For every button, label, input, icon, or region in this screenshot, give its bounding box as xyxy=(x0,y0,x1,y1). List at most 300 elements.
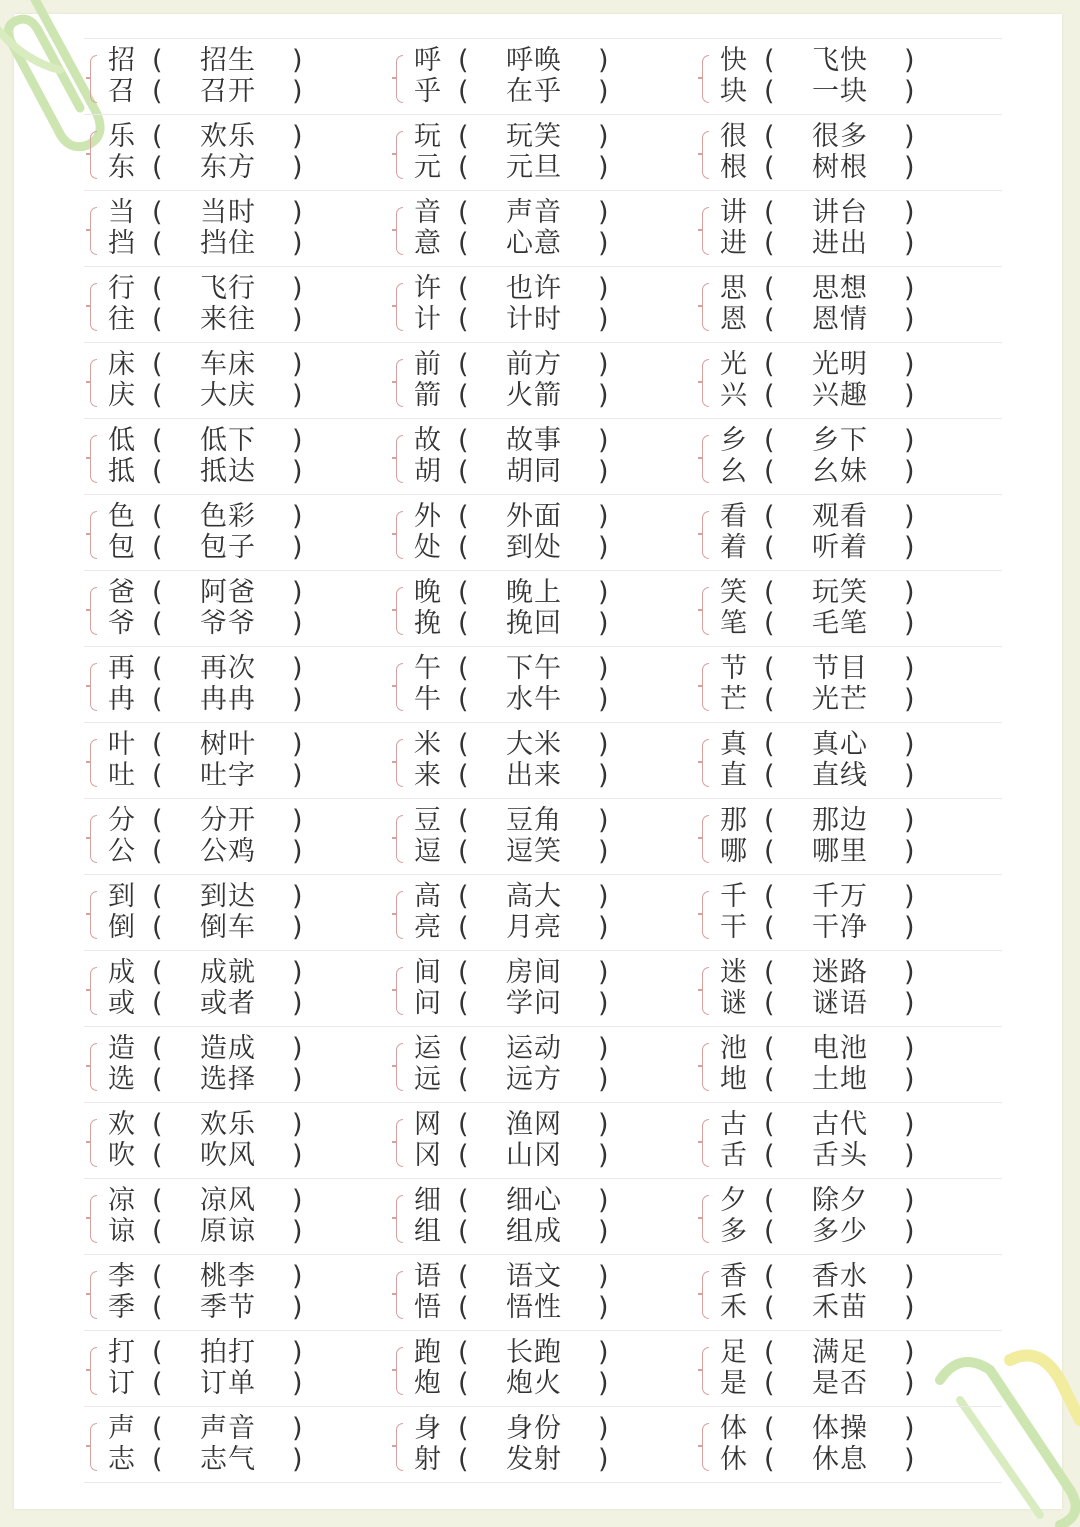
word-answer: 包子 xyxy=(200,532,256,563)
close-paren: ) xyxy=(904,608,915,639)
open-paren: ( xyxy=(152,1261,163,1292)
character: 射 xyxy=(414,1444,441,1475)
open-paren: ( xyxy=(152,1185,163,1216)
word-answer: 分开 xyxy=(200,805,256,836)
character: 舌 xyxy=(720,1140,747,1171)
word-answer: 谜语 xyxy=(812,988,868,1019)
character: 成 xyxy=(108,957,135,988)
close-paren: ) xyxy=(292,1185,303,1216)
open-paren: ( xyxy=(152,45,163,76)
word-answer: 爷爷 xyxy=(200,608,256,639)
open-paren: ( xyxy=(764,836,775,867)
open-paren: ( xyxy=(764,912,775,943)
open-paren: ( xyxy=(152,76,163,107)
close-paren: ) xyxy=(904,1368,915,1399)
char-pair-group xyxy=(390,1407,690,1482)
character: 语 xyxy=(414,1261,441,1292)
character: 很 xyxy=(720,121,747,152)
word-answer: 房间 xyxy=(506,957,562,988)
character: 谜 xyxy=(720,988,747,1019)
character: 哪 xyxy=(720,836,747,867)
word-answer: 逗笑 xyxy=(506,836,562,867)
pair-line xyxy=(390,273,630,304)
close-paren: ) xyxy=(904,1109,915,1140)
close-paren: ) xyxy=(598,805,609,836)
char-pair-group xyxy=(84,571,384,646)
pair-line xyxy=(84,1261,324,1292)
open-paren: ( xyxy=(458,197,469,228)
word-answer: 飞行 xyxy=(200,273,256,304)
word-answer: 进出 xyxy=(812,228,868,259)
word-answer: 欢乐 xyxy=(200,121,256,152)
open-paren: ( xyxy=(764,1261,775,1292)
open-paren: ( xyxy=(458,1064,469,1095)
word-answer: 土地 xyxy=(812,1064,868,1095)
pair-line xyxy=(84,1064,324,1095)
char-pair-group xyxy=(696,115,996,190)
character: 远 xyxy=(414,1064,441,1095)
char-pair-group xyxy=(696,723,996,798)
word-answer: 玩笑 xyxy=(812,577,868,608)
pair-line xyxy=(696,501,936,532)
close-paren: ) xyxy=(904,1413,915,1444)
close-paren: ) xyxy=(904,1033,915,1064)
pair-line xyxy=(84,1368,324,1399)
close-paren: ) xyxy=(292,988,303,1019)
close-paren: ) xyxy=(598,1444,609,1475)
word-pair-grid xyxy=(84,38,1002,1483)
open-paren: ( xyxy=(152,228,163,259)
close-paren: ) xyxy=(598,380,609,411)
open-paren: ( xyxy=(764,349,775,380)
pair-line xyxy=(84,912,324,943)
char-pair-group xyxy=(84,1407,384,1482)
char-pair-group xyxy=(696,343,996,418)
pair-line xyxy=(390,425,630,456)
close-paren: ) xyxy=(904,152,915,183)
close-paren: ) xyxy=(292,152,303,183)
open-paren: ( xyxy=(764,76,775,107)
pair-line xyxy=(84,608,324,639)
word-answer: 东方 xyxy=(200,152,256,183)
open-paren: ( xyxy=(152,653,163,684)
close-paren: ) xyxy=(904,653,915,684)
word-answer: 玩笑 xyxy=(506,121,562,152)
character: 低 xyxy=(108,425,135,456)
word-answer: 火箭 xyxy=(506,380,562,411)
open-paren: ( xyxy=(152,881,163,912)
pair-line xyxy=(84,881,324,912)
pair-line xyxy=(390,729,630,760)
word-answer: 招生 xyxy=(200,45,256,76)
character: 意 xyxy=(414,228,441,259)
open-paren: ( xyxy=(458,273,469,304)
close-paren: ) xyxy=(598,501,609,532)
word-answer: 志气 xyxy=(200,1444,256,1475)
open-paren: ( xyxy=(458,988,469,1019)
pair-line xyxy=(390,1064,630,1095)
open-paren: ( xyxy=(152,805,163,836)
open-paren: ( xyxy=(764,1185,775,1216)
close-paren: ) xyxy=(292,304,303,335)
character: 胡 xyxy=(414,456,441,487)
close-paren: ) xyxy=(904,988,915,1019)
table-row xyxy=(84,1407,1002,1483)
pair-line xyxy=(84,1292,324,1323)
close-paren: ) xyxy=(904,425,915,456)
character: 凉 xyxy=(108,1185,135,1216)
close-paren: ) xyxy=(904,1185,915,1216)
character: 声 xyxy=(108,1413,135,1444)
open-paren: ( xyxy=(152,1413,163,1444)
open-paren: ( xyxy=(458,45,469,76)
character: 床 xyxy=(108,349,135,380)
character: 选 xyxy=(108,1064,135,1095)
open-paren: ( xyxy=(764,1064,775,1095)
open-paren: ( xyxy=(764,121,775,152)
open-paren: ( xyxy=(152,912,163,943)
pair-line xyxy=(390,881,630,912)
close-paren: ) xyxy=(598,1185,609,1216)
close-paren: ) xyxy=(598,45,609,76)
open-paren: ( xyxy=(152,988,163,1019)
close-paren: ) xyxy=(904,532,915,563)
character: 招 xyxy=(108,45,135,76)
open-paren: ( xyxy=(458,456,469,487)
close-paren: ) xyxy=(292,1444,303,1475)
word-answer: 香水 xyxy=(812,1261,868,1292)
character: 身 xyxy=(414,1413,441,1444)
char-pair-group xyxy=(696,1331,996,1406)
char-pair-group xyxy=(390,1331,690,1406)
word-answer: 细心 xyxy=(506,1185,562,1216)
pair-line xyxy=(390,1140,630,1171)
word-answer: 水牛 xyxy=(506,684,562,715)
open-paren: ( xyxy=(764,1109,775,1140)
character: 直 xyxy=(720,760,747,791)
pair-line xyxy=(84,1216,324,1247)
close-paren: ) xyxy=(904,684,915,715)
open-paren: ( xyxy=(458,1033,469,1064)
character: 到 xyxy=(108,881,135,912)
word-answer: 哪里 xyxy=(812,836,868,867)
pair-line xyxy=(84,121,324,152)
character: 笔 xyxy=(720,608,747,639)
character: 谅 xyxy=(108,1216,135,1247)
character: 倒 xyxy=(108,912,135,943)
close-paren: ) xyxy=(904,349,915,380)
character: 问 xyxy=(414,988,441,1019)
pair-line xyxy=(696,121,936,152)
character: 挽 xyxy=(414,608,441,639)
character: 箭 xyxy=(414,380,441,411)
character: 炮 xyxy=(414,1368,441,1399)
character: 抵 xyxy=(108,456,135,487)
word-answer: 很多 xyxy=(812,121,868,152)
close-paren: ) xyxy=(598,76,609,107)
word-answer: 兴趣 xyxy=(812,380,868,411)
open-paren: ( xyxy=(458,1216,469,1247)
close-paren: ) xyxy=(598,349,609,380)
character: 多 xyxy=(720,1216,747,1247)
open-paren: ( xyxy=(458,957,469,988)
close-paren: ) xyxy=(292,1261,303,1292)
character: 订 xyxy=(108,1368,135,1399)
open-paren: ( xyxy=(152,608,163,639)
character: 或 xyxy=(108,988,135,1019)
table-row xyxy=(84,191,1002,267)
word-answer: 故事 xyxy=(506,425,562,456)
character: 呼 xyxy=(414,45,441,76)
pair-line xyxy=(390,1337,630,1368)
char-pair-group xyxy=(390,267,690,342)
character: 香 xyxy=(720,1261,747,1292)
close-paren: ) xyxy=(292,121,303,152)
open-paren: ( xyxy=(458,1261,469,1292)
character: 组 xyxy=(414,1216,441,1247)
open-paren: ( xyxy=(152,501,163,532)
char-pair-group xyxy=(84,343,384,418)
open-paren: ( xyxy=(458,836,469,867)
word-answer: 山冈 xyxy=(506,1140,562,1171)
pair-line xyxy=(390,228,630,259)
character: 看 xyxy=(720,501,747,532)
pair-line xyxy=(390,304,630,335)
pair-line xyxy=(84,836,324,867)
word-answer: 远方 xyxy=(506,1064,562,1095)
pair-line xyxy=(390,76,630,107)
close-paren: ) xyxy=(904,836,915,867)
word-answer: 外面 xyxy=(506,501,562,532)
word-answer: 公鸡 xyxy=(200,836,256,867)
table-row xyxy=(84,723,1002,799)
pair-line xyxy=(84,988,324,1019)
open-paren: ( xyxy=(152,1444,163,1475)
open-paren: ( xyxy=(764,501,775,532)
pair-line xyxy=(390,1368,630,1399)
close-paren: ) xyxy=(598,1292,609,1323)
char-pair-group xyxy=(390,419,690,494)
close-paren: ) xyxy=(598,1216,609,1247)
char-pair-group xyxy=(84,723,384,798)
open-paren: ( xyxy=(458,152,469,183)
character: 往 xyxy=(108,304,135,335)
character: 季 xyxy=(108,1292,135,1323)
char-pair-group xyxy=(390,191,690,266)
pair-line xyxy=(696,380,936,411)
character: 千 xyxy=(720,881,747,912)
open-paren: ( xyxy=(152,349,163,380)
word-answer: 胡同 xyxy=(506,456,562,487)
open-paren: ( xyxy=(764,988,775,1019)
open-paren: ( xyxy=(152,425,163,456)
close-paren: ) xyxy=(292,1033,303,1064)
open-paren: ( xyxy=(764,1033,775,1064)
pair-line xyxy=(84,152,324,183)
table-row xyxy=(84,115,1002,191)
open-paren: ( xyxy=(458,1413,469,1444)
open-paren: ( xyxy=(152,1337,163,1368)
open-paren: ( xyxy=(458,425,469,456)
word-answer: 计时 xyxy=(506,304,562,335)
open-paren: ( xyxy=(764,653,775,684)
close-paren: ) xyxy=(904,1140,915,1171)
close-paren: ) xyxy=(292,760,303,791)
character: 体 xyxy=(720,1413,747,1444)
pair-line xyxy=(84,76,324,107)
char-pair-group xyxy=(84,875,384,950)
pair-line xyxy=(696,684,936,715)
character: 米 xyxy=(414,729,441,760)
open-paren: ( xyxy=(764,1216,775,1247)
word-answer: 大米 xyxy=(506,729,562,760)
pair-line xyxy=(696,1064,936,1095)
pair-line xyxy=(696,76,936,107)
pair-line xyxy=(84,273,324,304)
close-paren: ) xyxy=(904,121,915,152)
close-paren: ) xyxy=(292,501,303,532)
open-paren: ( xyxy=(764,608,775,639)
character: 那 xyxy=(720,805,747,836)
character: 芒 xyxy=(720,684,747,715)
char-pair-group xyxy=(84,39,384,114)
pair-line xyxy=(84,957,324,988)
word-answer: 满足 xyxy=(812,1337,868,1368)
pair-line xyxy=(696,1444,936,1475)
char-pair-group xyxy=(390,1027,690,1102)
word-answer: 树根 xyxy=(812,152,868,183)
pair-line xyxy=(696,653,936,684)
open-paren: ( xyxy=(152,1368,163,1399)
close-paren: ) xyxy=(598,1413,609,1444)
open-paren: ( xyxy=(764,760,775,791)
word-answer: 是否 xyxy=(812,1368,868,1399)
word-answer: 光芒 xyxy=(812,684,868,715)
word-answer: 体操 xyxy=(812,1413,868,1444)
char-pair-group xyxy=(696,1027,996,1102)
close-paren: ) xyxy=(598,881,609,912)
open-paren: ( xyxy=(764,1337,775,1368)
open-paren: ( xyxy=(152,1033,163,1064)
char-pair-group xyxy=(390,723,690,798)
word-answer: 声音 xyxy=(506,197,562,228)
pair-line xyxy=(84,1140,324,1171)
pair-line xyxy=(696,881,936,912)
close-paren: ) xyxy=(292,805,303,836)
close-paren: ) xyxy=(292,380,303,411)
character: 夕 xyxy=(720,1185,747,1216)
char-pair-group xyxy=(390,799,690,874)
char-pair-group xyxy=(84,267,384,342)
close-paren: ) xyxy=(292,1064,303,1095)
word-answer: 身份 xyxy=(506,1413,562,1444)
close-paren: ) xyxy=(598,425,609,456)
word-answer: 凉风 xyxy=(200,1185,256,1216)
pair-line xyxy=(84,653,324,684)
pair-line xyxy=(696,1337,936,1368)
word-answer: 车床 xyxy=(200,349,256,380)
word-answer: 订单 xyxy=(200,1368,256,1399)
char-pair-group xyxy=(696,647,996,722)
close-paren: ) xyxy=(904,1064,915,1095)
word-answer: 欢乐 xyxy=(200,1109,256,1140)
character: 音 xyxy=(414,197,441,228)
close-paren: ) xyxy=(904,380,915,411)
pair-line xyxy=(390,988,630,1019)
close-paren: ) xyxy=(598,456,609,487)
close-paren: ) xyxy=(292,729,303,760)
close-paren: ) xyxy=(904,76,915,107)
pair-line xyxy=(84,1185,324,1216)
close-paren: ) xyxy=(292,273,303,304)
character: 豆 xyxy=(414,805,441,836)
table-row xyxy=(84,571,1002,647)
char-pair-group xyxy=(390,1179,690,1254)
open-paren: ( xyxy=(458,1444,469,1475)
word-answer: 出来 xyxy=(506,760,562,791)
pair-line xyxy=(390,805,630,836)
char-pair-group xyxy=(84,1331,384,1406)
pair-line xyxy=(390,45,630,76)
word-answer: 成就 xyxy=(200,957,256,988)
close-paren: ) xyxy=(598,957,609,988)
close-paren: ) xyxy=(292,228,303,259)
open-paren: ( xyxy=(764,197,775,228)
character: 根 xyxy=(720,152,747,183)
word-answer: 休息 xyxy=(812,1444,868,1475)
word-answer: 元旦 xyxy=(506,152,562,183)
character: 迷 xyxy=(720,957,747,988)
pair-line xyxy=(84,304,324,335)
pair-line xyxy=(390,608,630,639)
character: 元 xyxy=(414,152,441,183)
close-paren: ) xyxy=(598,1140,609,1171)
character: 东 xyxy=(108,152,135,183)
open-paren: ( xyxy=(152,1140,163,1171)
close-paren: ) xyxy=(292,532,303,563)
close-paren: ) xyxy=(904,456,915,487)
close-paren: ) xyxy=(292,608,303,639)
pair-line xyxy=(696,425,936,456)
open-paren: ( xyxy=(152,152,163,183)
word-answer: 学问 xyxy=(506,988,562,1019)
word-answer: 听着 xyxy=(812,532,868,563)
char-pair-group xyxy=(390,647,690,722)
close-paren: ) xyxy=(904,1292,915,1323)
open-paren: ( xyxy=(764,881,775,912)
open-paren: ( xyxy=(152,1216,163,1247)
character: 亮 xyxy=(414,912,441,943)
table-row xyxy=(84,495,1002,571)
pair-line xyxy=(696,608,936,639)
close-paren: ) xyxy=(292,197,303,228)
close-paren: ) xyxy=(292,1292,303,1323)
char-pair-group xyxy=(390,951,690,1026)
character: 快 xyxy=(720,45,747,76)
character: 地 xyxy=(720,1064,747,1095)
character: 计 xyxy=(414,304,441,335)
word-answer: 心意 xyxy=(506,228,562,259)
open-paren: ( xyxy=(152,456,163,487)
pair-line xyxy=(84,760,324,791)
character: 细 xyxy=(414,1185,441,1216)
open-paren: ( xyxy=(764,45,775,76)
word-answer: 声音 xyxy=(200,1413,256,1444)
word-answer: 飞快 xyxy=(812,45,868,76)
table-row xyxy=(84,267,1002,343)
character: 幺 xyxy=(720,456,747,487)
open-paren: ( xyxy=(764,1444,775,1475)
